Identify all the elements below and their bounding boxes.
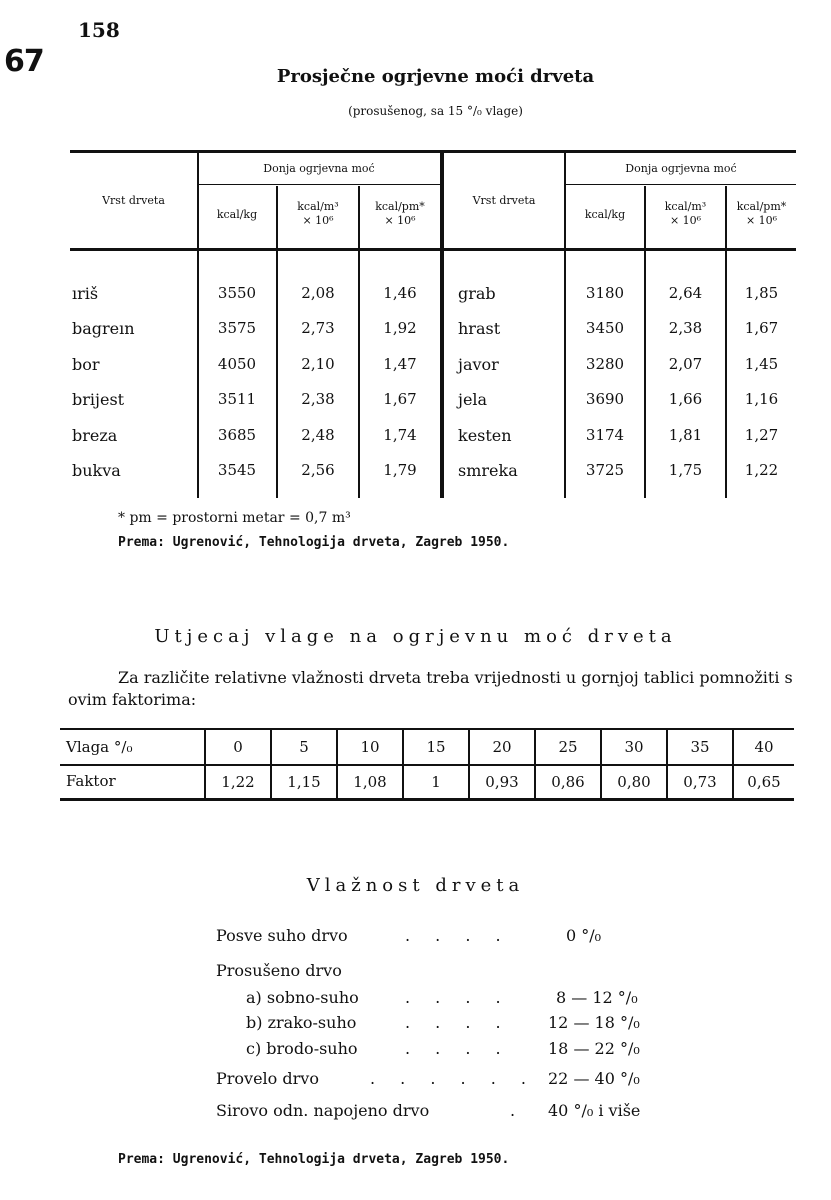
kcal-pm: 1,22 — [744, 461, 779, 479]
moisture-row-label: Prosušeno drvo — [216, 961, 342, 980]
moisture-value: 25 — [558, 738, 578, 756]
kcal-pm: 1,16 — [744, 390, 779, 408]
kcal-pm: 1,74 — [383, 426, 417, 444]
kcal-pm: 1,46 — [383, 284, 417, 302]
wood-moisture-title: Vlažnost drveta — [306, 875, 525, 896]
kcal-pm: 1,85 — [744, 284, 779, 302]
kcal-pm: 1,79 — [383, 461, 417, 479]
leader-dots: . . . . — [405, 988, 511, 1007]
col-header-kcal-pm: kcal/pm* × 10⁶ — [736, 200, 787, 227]
species: kesten — [458, 426, 512, 445]
species: bukva — [72, 461, 121, 480]
species: brijest — [72, 390, 125, 409]
kcal-pm: 1,67 — [744, 319, 779, 337]
factor-value: 1 — [431, 773, 441, 791]
species-header: Vrst drveta — [472, 194, 536, 207]
kcal-m3: 2,38 — [668, 319, 703, 337]
moisture-row-value: 22 — 40 °/₀ — [548, 1069, 640, 1088]
moisture-value: 20 — [492, 738, 512, 756]
kcal-m3: 2,08 — [301, 284, 335, 302]
col-header-kcal-m3: kcal/m³ × 10⁶ — [664, 200, 707, 227]
kcal-m3: 2,48 — [301, 426, 335, 444]
moisture-value: 15 — [426, 738, 446, 756]
moisture-row-value: 40 °/₀ i više — [548, 1101, 641, 1120]
moisture-row-value: 0 °/₀ — [566, 926, 602, 945]
kcal-m3: 1,81 — [668, 426, 703, 444]
kcal-kg: 3690 — [585, 390, 625, 408]
table-rule — [60, 728, 794, 730]
kcal-kg: 3545 — [217, 461, 257, 479]
species-header: Vrst drveta — [102, 194, 165, 207]
kcal-kg: 3550 — [217, 284, 257, 302]
kcal-m3: 2,73 — [301, 319, 335, 337]
factor-label: Faktor — [66, 772, 116, 790]
moisture-row-value: 18 — 22 °/₀ — [548, 1039, 640, 1058]
factor-value: 1,22 — [221, 773, 255, 791]
kcal-m3: 2,07 — [668, 355, 703, 373]
kcal-pm: 1,27 — [744, 426, 779, 444]
kcal-kg: 4050 — [217, 355, 257, 373]
col-header-kcal-kg: kcal/kg — [216, 208, 258, 221]
moisture-row-label: a) sobno-suho — [246, 988, 359, 1007]
leader-dots: . . . . — [405, 1039, 511, 1058]
group-header: Donja ogrjevna moć — [625, 162, 737, 175]
species: breza — [72, 426, 118, 445]
kcal-pm: 1,67 — [383, 390, 417, 408]
factor-value: 0,86 — [551, 773, 585, 791]
species: ıriš — [72, 284, 99, 303]
leader-dots: . . . . — [405, 1013, 511, 1032]
kcal-kg: 3180 — [585, 284, 625, 302]
footnote: * pm = prostorni metar = 0,7 m³ — [118, 510, 351, 526]
kcal-m3: 2,64 — [668, 284, 703, 302]
kcal-kg: 3280 — [585, 355, 625, 373]
species: smreka — [458, 461, 518, 480]
kcal-kg: 3450 — [585, 319, 625, 337]
leader-dots: . — [510, 1101, 526, 1120]
moisture-value: 35 — [690, 738, 710, 756]
group-header: Donja ogrjevna moć — [263, 162, 375, 175]
divider — [358, 186, 360, 498]
leader-dots: . . . . . . — [370, 1069, 536, 1088]
kcal-kg: 3725 — [585, 461, 625, 479]
source-citation: Prema: Ugrenović, Tehnologija drveta, Zagreb 1950. — [118, 1152, 510, 1167]
species: bor — [72, 355, 100, 374]
factor-value: 0,65 — [747, 773, 781, 791]
table-header-rule — [70, 248, 796, 251]
species: bagreın — [72, 319, 135, 338]
heating-table-subtitle: (prosušenog, sa 15 °/₀ vlage) — [348, 104, 523, 118]
moisture-row-value: 8 — 12 °/₀ — [556, 988, 638, 1007]
moisture-factor-text: Za različite relativne vlažnosti drveta treba vrijednosti u gornjoj tablici pomnožiti s ovim faktorima: — [68, 668, 793, 709]
factor-value: 0,80 — [617, 773, 651, 791]
col-header-kcal-kg: kcal/kg — [584, 208, 626, 221]
moisture-factor-table — [60, 728, 794, 804]
group-rule — [566, 184, 796, 185]
kcal-kg: 3685 — [217, 426, 257, 444]
moisture-value: 10 — [360, 738, 380, 756]
species: javor — [458, 355, 499, 374]
heating-table-title: Prosječne ogrjevne moći drveta — [276, 66, 595, 87]
source-citation: Prema: Ugrenović, Tehnologija drveta, Zagreb 1950. — [118, 535, 510, 550]
moisture-factor-title: Utjecaj vlage na ogrjevnu moć drveta — [154, 626, 677, 647]
kcal-pm: 1,45 — [744, 355, 779, 373]
moisture-row-label: Posve suho drvo — [216, 926, 348, 945]
col-header-kcal-m3: kcal/m³ × 10⁶ — [297, 200, 339, 227]
factor-value: 1,08 — [353, 773, 387, 791]
species: jela — [458, 390, 488, 409]
table-top-rule — [70, 150, 796, 153]
moisture-row-label: b) zrako-suho — [246, 1013, 357, 1032]
kcal-pm: 1,47 — [383, 355, 417, 373]
kcal-m3: 2,56 — [301, 461, 335, 479]
col-header-kcal-pm: kcal/pm* × 10⁶ — [375, 200, 425, 227]
kcal-m3: 2,38 — [301, 390, 335, 408]
kcal-kg: 3575 — [217, 319, 257, 337]
kcal-m3: 1,75 — [668, 461, 703, 479]
factor-value: 0,93 — [485, 773, 519, 791]
moisture-value: 0 — [233, 738, 243, 756]
kcal-kg: 3174 — [585, 426, 625, 444]
moisture-value: 5 — [299, 738, 309, 756]
divider — [725, 186, 727, 498]
leader-dots: . . . . — [405, 926, 511, 945]
kcal-pm: 1,92 — [383, 319, 417, 337]
moisture-value: 30 — [624, 738, 644, 756]
factor-value: 0,73 — [683, 773, 717, 791]
page-number: 158 — [78, 18, 120, 42]
moisture-row-label: Provelo drvo — [216, 1069, 319, 1088]
table-rule — [60, 798, 794, 801]
species: grab — [458, 284, 496, 303]
species: hrast — [458, 319, 501, 338]
table-rule — [60, 764, 794, 766]
moisture-row-value: 12 — 18 °/₀ — [548, 1013, 640, 1032]
moisture-row-label: Sirovo odn. napojeno drvo — [216, 1101, 430, 1120]
moisture-label: Vlaga °/₀ — [66, 738, 133, 756]
group-rule — [198, 184, 440, 185]
kcal-m3: 1,66 — [668, 390, 703, 408]
side-number: 67 — [4, 44, 44, 79]
divider — [276, 186, 278, 498]
heating-value-table — [70, 150, 796, 498]
moisture-row-label: c) brodo-suho — [246, 1039, 358, 1058]
factor-value: 1,15 — [287, 773, 321, 791]
divider — [644, 186, 646, 498]
moisture-value: 40 — [754, 738, 774, 756]
kcal-kg: 3511 — [217, 390, 257, 408]
kcal-m3: 2,10 — [301, 355, 335, 373]
